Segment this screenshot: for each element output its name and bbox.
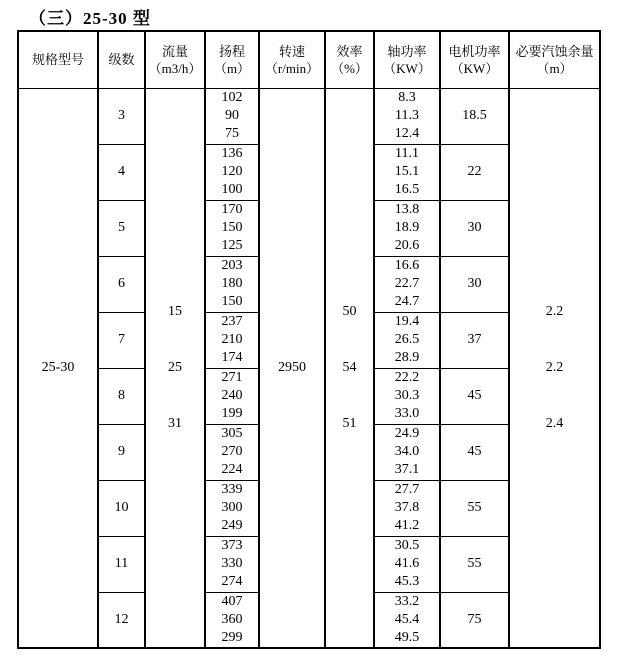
col-header-efficiency: 效率 （%） [325,31,374,88]
stages-cell: 11 [98,536,145,592]
stages-cell: 8 [98,368,145,424]
shaft-power-cell: 27.7 37.8 41.2 [374,480,440,536]
shaft-power-cell: 22.2 30.3 33.0 [374,368,440,424]
motor-power-cell: 22 [440,144,509,200]
motor-power-cell: 18.5 [440,88,509,144]
col-header-stages: 级数 [98,31,145,88]
shaft-power-cell: 8.3 11.3 12.4 [374,88,440,144]
stages-cell: 9 [98,424,145,480]
table-row [18,88,600,144]
head-cell: 339 300 249 [205,480,259,536]
motor-power-cell: 45 [440,424,509,480]
motor-power-cell: 75 [440,592,509,648]
stages-cell: 3 [98,88,145,144]
shaft-power-cell: 16.6 22.7 24.7 [374,256,440,312]
motor-power-cell: 30 [440,200,509,256]
head-cell: 136 120 100 [205,144,259,200]
head-cell: 203 180 150 [205,256,259,312]
speed-cell: 2950 [259,88,325,648]
flow-cell [145,88,205,648]
shaft-power-cell: 24.9 34.0 37.1 [374,424,440,480]
motor-power-cell: 55 [440,480,509,536]
col-header-npsh: 必要汽蚀余量 （m） [509,31,600,88]
col-header-shaft-power: 轴功率 （KW） [374,31,440,88]
shaft-power-cell: 19.4 26.5 28.9 [374,312,440,368]
col-header-speed: 转速 （r/min） [259,31,325,88]
page-title: （三）25-30 型 [29,9,151,28]
flow-values: 15 25 31 [168,303,182,431]
shaft-power-cell: 30.5 41.6 45.3 [374,536,440,592]
col-header-motor-power: 电机功率 （KW） [440,31,509,88]
head-cell: 373 330 274 [205,536,259,592]
col-header-flow: 流量 （m3/h） [145,31,205,88]
npsh-cell [509,88,600,648]
npsh-values: 2.2 2.2 2.4 [545,303,564,431]
stages-cell: 10 [98,480,145,536]
head-cell: 237 210 174 [205,312,259,368]
head-cell: 407 360 299 [205,592,259,648]
stages-cell: 7 [98,312,145,368]
shaft-power-cell: 13.8 18.9 20.6 [374,200,440,256]
head-cell: 102 90 75 [205,88,259,144]
col-header-head: 扬程 （m） [205,31,259,88]
motor-power-cell: 37 [440,312,509,368]
model-cell: 25-30 [18,88,98,648]
efficiency-cell [325,88,374,648]
head-cell: 305 270 224 [205,424,259,480]
motor-power-cell: 55 [440,536,509,592]
stages-cell: 5 [98,200,145,256]
col-header-model: 规格型号 [18,31,98,88]
stages-cell: 4 [98,144,145,200]
pump-spec-table [17,30,601,649]
efficiency-values: 50 54 51 [342,303,357,431]
stages-cell: 12 [98,592,145,648]
header-row [18,31,600,88]
shaft-power-cell: 33.2 45.4 49.5 [374,592,440,648]
shaft-power-cell: 11.1 15.1 16.5 [374,144,440,200]
motor-power-cell: 45 [440,368,509,424]
head-cell: 170 150 125 [205,200,259,256]
head-cell: 271 240 199 [205,368,259,424]
motor-power-cell: 30 [440,256,509,312]
stages-cell: 6 [98,256,145,312]
